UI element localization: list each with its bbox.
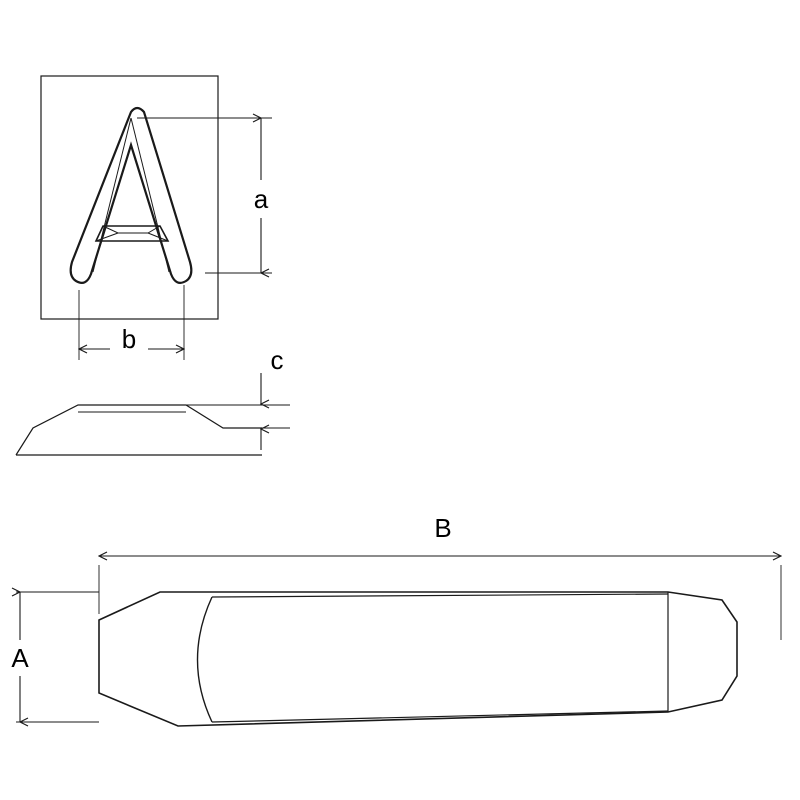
shank-relief-curve <box>198 597 213 722</box>
character-outline-a <box>71 108 192 283</box>
side-view-group <box>11 513 781 726</box>
crossbar-bevel-bottom <box>96 233 168 241</box>
punch-body-outline <box>99 592 737 726</box>
shank-bottom-edge <box>212 711 668 722</box>
dimension-label-a-major: A <box>11 643 29 673</box>
shank-top-edge <box>212 594 668 597</box>
dimension-label-c: c <box>270 345 284 375</box>
crossbar-bevel-top <box>103 226 160 233</box>
dimension-label-b-major: B <box>434 513 452 543</box>
punch-face-rectangle <box>41 76 218 319</box>
front-view-group <box>41 76 272 360</box>
dimension-label-b: b <box>121 324 137 354</box>
section-view-group <box>16 345 290 455</box>
bevel-line-right <box>131 118 169 272</box>
dimension-label-a: a <box>253 184 269 214</box>
